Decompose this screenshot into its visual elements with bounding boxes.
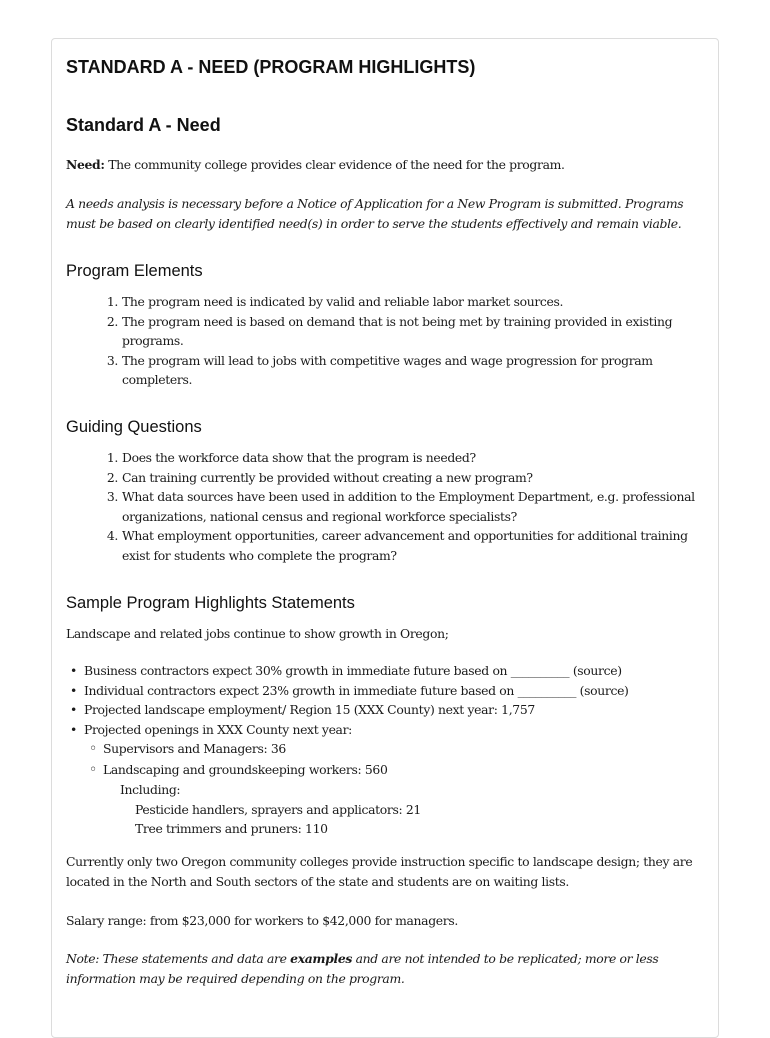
bullet-icon — [70, 661, 84, 681]
bullet-icon — [70, 720, 84, 740]
salary-range: Salary range: from $23,000 for workers to $42,000 for managers. — [66, 913, 458, 928]
section-title: Standard A - Need — [66, 115, 221, 135]
note-line: Note: These statements and data are examples and are not intended to be replicated; more or less — [66, 951, 659, 966]
bullet-item: •Business contractors expect 30% growth in immediate future based on __________ (source) — [70, 661, 629, 681]
list-item: 4. What employment opportunities, career advancement and opportunities for additional training — [106, 528, 688, 543]
bullet-icon — [70, 681, 84, 701]
need-label: Need: — [66, 157, 105, 172]
including-item: Pesticide handlers, sprayers and applicators: 21 — [135, 801, 421, 817]
list-item-continuation: organizations, national census and regional workforce specialists? — [122, 508, 517, 524]
circle-bullet-icon — [89, 760, 103, 781]
list-item: 1. The program need is indicated by valid and reliable labor market sources. — [106, 294, 564, 309]
note-paragraph — [66, 949, 658, 988]
note-emphasis: examples — [290, 951, 352, 966]
currently-line: located in the North and South sectors of the state and students are on waiting lists. — [66, 873, 569, 889]
list-item: 1. Does the workforce data show that the program is needed? — [106, 450, 476, 465]
sub-bullet-item: ◦Landscaping and groundskeeping workers: 560 — [70, 760, 629, 781]
list-item-continuation: completers. — [122, 372, 193, 387]
circle-bullet-icon — [89, 739, 103, 760]
need-paragraph — [66, 155, 565, 175]
list-item: 3. What data sources have been used in addition to the Employment Department, e.g. professional — [106, 489, 695, 504]
bullet-item: •Individual contractors expect 23% growth in immediate future based on __________ (source) — [70, 681, 629, 701]
sample-heading: Sample Program Highlights Statements — [66, 594, 355, 612]
including-item: Tree trimmers and pruners: 110 — [135, 821, 328, 836]
note-line: information may be required depending on the program. — [66, 970, 405, 986]
program-elements-list — [96, 292, 672, 390]
bullet-icon — [70, 700, 84, 720]
list-item: 2. The program need is based on demand that is not being met by training provided in existing — [106, 313, 673, 329]
guiding-questions-list — [96, 448, 695, 565]
intro-line: A needs analysis is necessary before a Notice of Application for a New Program is submitted. Programs — [66, 196, 684, 211]
currently-paragraph — [66, 852, 692, 891]
guiding-questions-heading: Guiding Questions — [66, 418, 202, 436]
document-title: STANDARD A - NEED (PROGRAM HIGHLIGHTS) — [66, 57, 476, 77]
list-item-continuation: programs. — [122, 333, 184, 348]
sample-lead: Landscape and related jobs continue to show growth in Oregon; — [66, 626, 449, 641]
intro-line: must be based on clearly identified need(s) in order to serve the students effectively and remain viable. — [66, 215, 682, 231]
intro-paragraph — [66, 194, 683, 233]
list-item-continuation: exist for students who complete the program? — [122, 547, 397, 563]
bullet-item: •Projected landscape employment/ Region 15 (XXX County) next year: 1,757 — [70, 700, 629, 720]
list-item: 3. The program will lead to jobs with competitive wages and wage progression for program — [106, 352, 653, 368]
including-label: Including: — [120, 782, 181, 797]
bullet-item: •Projected openings in XXX County next year: — [70, 720, 629, 740]
sub-bullet-item: ◦Supervisors and Managers: 36 — [70, 739, 629, 760]
program-elements-heading: Program Elements — [66, 262, 203, 280]
list-item: 2. Can training currently be provided without creating a new program? — [106, 469, 533, 485]
sample-bullet-list — [70, 661, 629, 839]
currently-line: Currently only two Oregon community colleges provide instruction specific to landscape design; they are — [66, 854, 693, 869]
need-text: The community college provides clear evidence of the need for the program. — [108, 157, 565, 172]
